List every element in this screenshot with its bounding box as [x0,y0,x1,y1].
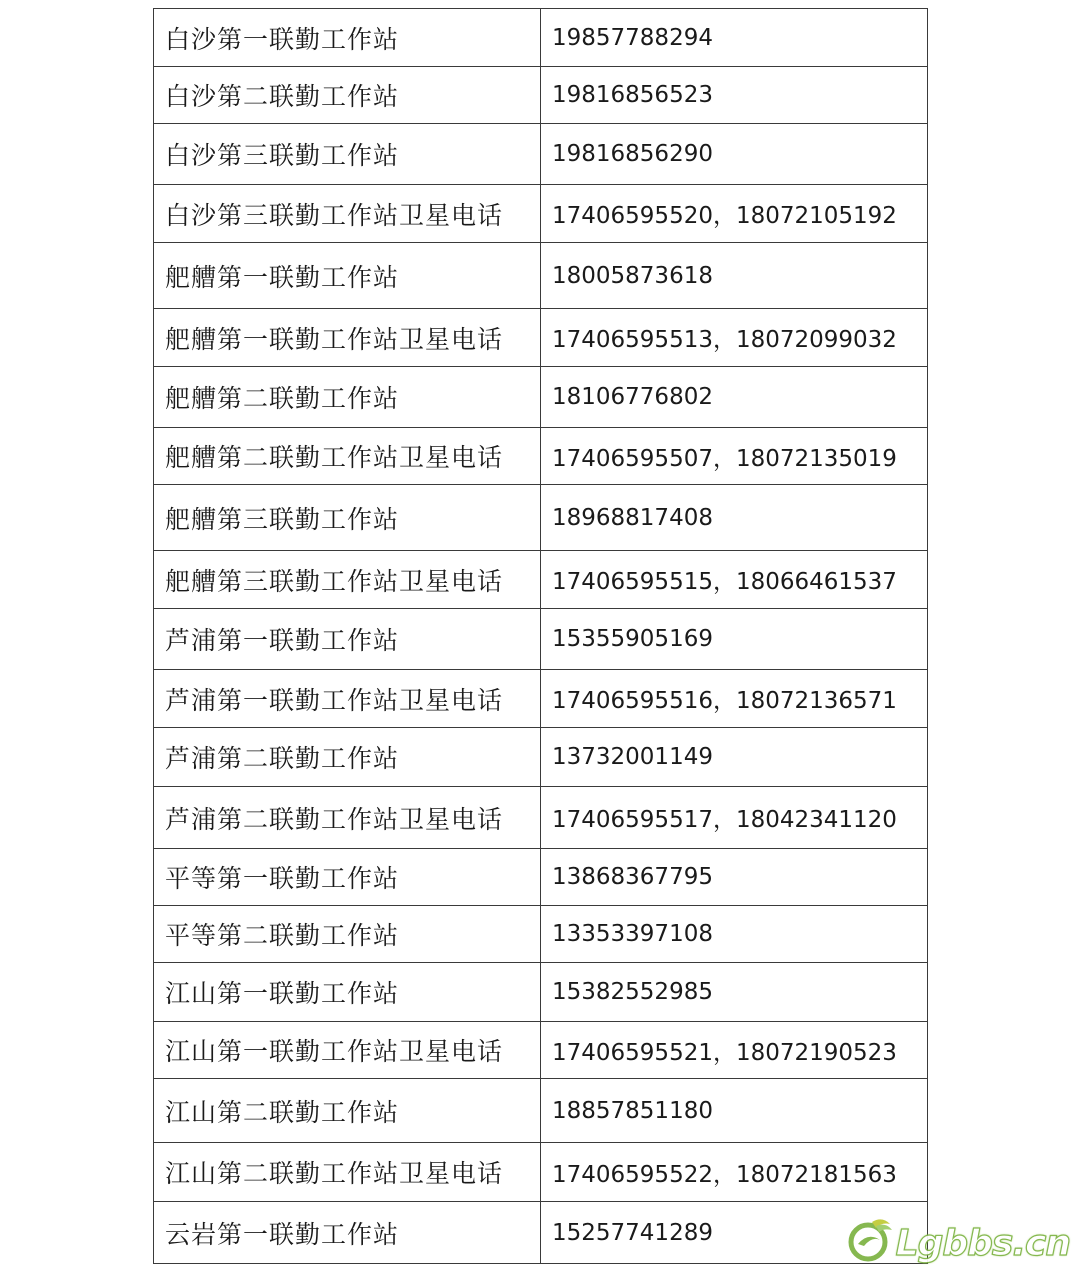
table-row [154,124,928,185]
station-phone-cell: 18968817408 [541,485,928,551]
station-name-cell: 平等第一联勤工作站 [154,849,541,906]
table-row [154,963,928,1022]
station-phone-cell: 18857851180 [541,1079,928,1143]
table-row [154,428,928,485]
station-name-cell: 江山第二联勤工作站卫星电话 [154,1143,541,1202]
station-name-cell: 芦浦第一联勤工作站卫星电话 [154,670,541,728]
station-phone-cell: 15257741289 [541,1202,928,1264]
table-row [154,243,928,309]
station-name-cell: 舥艚第三联勤工作站 [154,485,541,551]
table-row [154,1022,928,1079]
station-name-cell: 白沙第二联勤工作站 [154,67,541,124]
station-name-cell: 白沙第三联勤工作站 [154,124,541,185]
table-row [154,1079,928,1143]
station-name-cell: 白沙第三联勤工作站卫星电话 [154,185,541,243]
station-name-cell: 芦浦第一联勤工作站 [154,609,541,670]
station-name-cell: 白沙第一联勤工作站 [154,9,541,67]
station-phone-cell: 18106776802 [541,367,928,428]
station-name-cell: 芦浦第二联勤工作站卫星电话 [154,787,541,849]
table-row [154,367,928,428]
table-row [154,67,928,124]
lgbbs-logo-icon [846,1214,894,1262]
table-row [154,906,928,963]
table-row [154,309,928,367]
station-phone-cell: 19816856290 [541,124,928,185]
station-name-cell: 舥艚第二联勤工作站 [154,367,541,428]
station-phone-cell: 19816856523 [541,67,928,124]
watermark [846,1214,1070,1262]
station-phone-cell: 17406595507，18072135019 [541,428,928,485]
station-phone-cell: 13353397108 [541,906,928,963]
station-name-cell: 舥艚第一联勤工作站卫星电话 [154,309,541,367]
table-row [154,485,928,551]
table-row [154,849,928,906]
station-phone-cell: 18005873618 [541,243,928,309]
station-phone-cell: 17406595516，18072136571 [541,670,928,728]
station-phone-cell: 17406595520，18072105192 [541,185,928,243]
station-phone-cell: 13732001149 [541,728,928,787]
station-name-cell: 云岩第一联勤工作站 [154,1202,541,1264]
station-phone-cell: 13868367795 [541,849,928,906]
table-row [154,670,928,728]
station-phone-cell: 15382552985 [541,963,928,1022]
table-row [154,551,928,609]
station-phone-cell: 17406595513，18072099032 [541,309,928,367]
contact-table-body [154,9,928,1264]
station-name-cell: 江山第一联勤工作站 [154,963,541,1022]
station-name-cell: 平等第二联勤工作站 [154,906,541,963]
table-row [154,185,928,243]
watermark-text: Lgbbs.cn [895,1223,1070,1264]
station-phone-cell: 17406595517，18042341120 [541,787,928,849]
table-row [154,609,928,670]
contact-table [153,8,928,1264]
table-row [154,787,928,849]
station-name-cell: 舥艚第三联勤工作站卫星电话 [154,551,541,609]
table-row [154,728,928,787]
station-name-cell: 舥艚第一联勤工作站 [154,243,541,309]
station-name-cell: 江山第一联勤工作站卫星电话 [154,1022,541,1079]
table-row [154,9,928,67]
station-name-cell: 芦浦第二联勤工作站 [154,728,541,787]
station-phone-cell: 19857788294 [541,9,928,67]
station-name-cell: 江山第二联勤工作站 [154,1079,541,1143]
table-row [154,1143,928,1202]
station-name-cell: 舥艚第二联勤工作站卫星电话 [154,428,541,485]
station-phone-cell: 15355905169 [541,609,928,670]
station-phone-cell: 17406595521，18072190523 [541,1022,928,1079]
station-phone-cell: 17406595522，18072181563 [541,1143,928,1202]
station-phone-cell: 17406595515，18066461537 [541,551,928,609]
table-row [154,1202,928,1264]
